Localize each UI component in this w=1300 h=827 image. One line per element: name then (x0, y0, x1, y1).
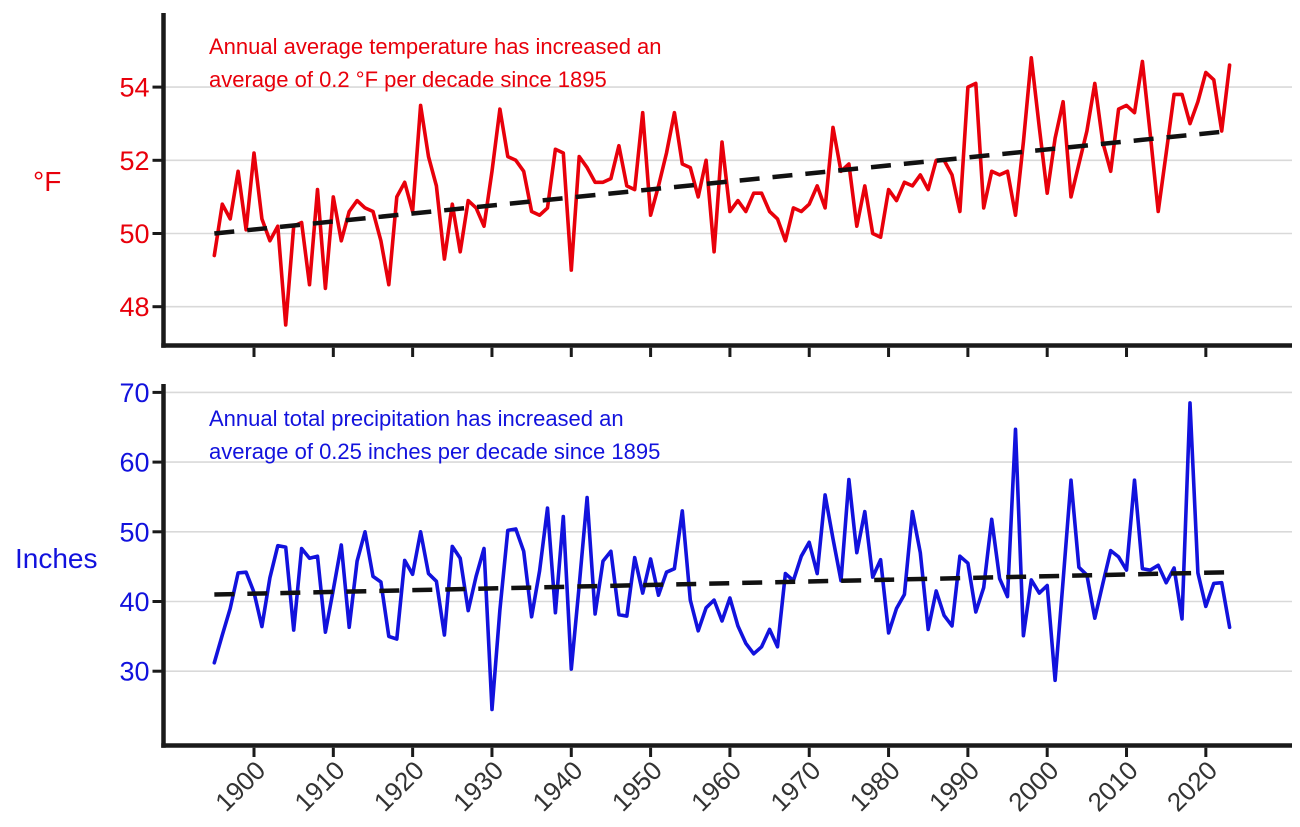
temperature-panel-y-tick-label: 52 (119, 145, 150, 176)
x-tick-label-1990: 1990 (923, 755, 986, 818)
x-tick-label-1940: 1940 (526, 755, 589, 818)
precipitation-panel-y-tick-label: 30 (119, 656, 150, 687)
temperature-panel-y-tick-label: 50 (119, 219, 150, 249)
precipitation-panel-x-ticks (254, 748, 1206, 757)
precipitation-annotation-line2: average of 0.25 inches per decade since 1895 (209, 439, 661, 464)
temperature-y-axis-title: °F (33, 166, 62, 197)
temperature-annotation (209, 30, 662, 96)
x-tick-label-1960: 1960 (685, 755, 748, 818)
precipitation-y-axis-title: Inches (15, 543, 98, 574)
x-tick-label-2010: 2010 (1081, 755, 1144, 818)
temperature-annotation-line2: average of 0.2 °F per decade since 1895 (209, 67, 607, 92)
precipitation-panel-y-tick-label: 50 (119, 517, 150, 548)
temperature-panel-x-ticks (254, 348, 1206, 357)
precipitation-annotation (209, 402, 660, 468)
temperature-panel-y-ticks (119, 73, 161, 323)
x-tick-label-1920: 1920 (367, 755, 430, 818)
precipitation-panel-y-tick-label: 70 (119, 377, 150, 408)
x-tick-label-2020: 2020 (1160, 755, 1224, 818)
x-tick-label-1930: 1930 (447, 755, 510, 818)
temperature-annotation-line1: Annual average temperature has increased an (209, 34, 662, 59)
x-tick-label-1910: 1910 (288, 755, 351, 818)
temperature-panel-y-tick-label: 48 (119, 292, 150, 323)
x-tick-label-1950: 1950 (605, 755, 668, 818)
precipitation-annotation-line1: Annual total precipitation has increased an (209, 406, 624, 431)
precipitation-panel-y-ticks (119, 378, 161, 687)
precipitation-panel-y-tick-label: 60 (119, 447, 150, 478)
x-tick-label-1980: 1980 (843, 755, 906, 818)
x-axis-year-labels (209, 755, 1223, 817)
annual-total-precipitation-trend-line (214, 572, 1229, 594)
annual-average-temperature-line (214, 58, 1229, 325)
x-tick-label-1900: 1900 (209, 755, 272, 818)
temperature-panel-y-tick-label: 54 (119, 72, 150, 103)
precipitation-panel-y-tick-label: 40 (119, 587, 150, 617)
x-tick-label-2000: 2000 (1002, 755, 1065, 818)
x-tick-label-1970: 1970 (764, 755, 827, 818)
